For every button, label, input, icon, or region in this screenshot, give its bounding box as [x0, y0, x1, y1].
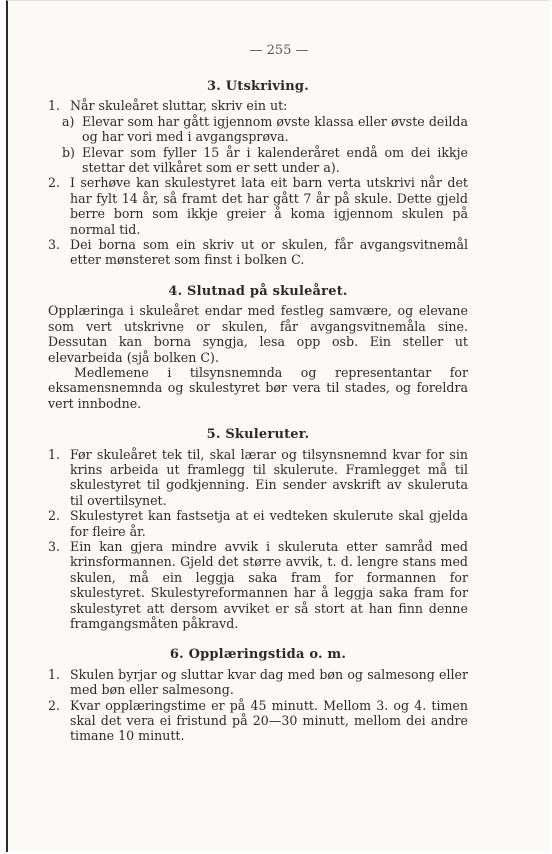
list-item [48, 698, 468, 744]
sub-item-text: Elevar som har gått igjennom øvste klassa eller øvste deilda og har vori med i avgangsprøva. [82, 113, 468, 145]
list-item [48, 447, 468, 509]
item-text: Skulestyret kan fastsetja at ei vedteken skulerute skal gjelda for fleire år. [70, 508, 468, 539]
page-content [48, 79, 468, 760]
item-text: Når skuleåret sluttar, skriv ein ut: [70, 98, 288, 114]
list-item [48, 667, 468, 698]
section-slutnad [48, 284, 468, 411]
item-number: 1. [48, 98, 61, 114]
item-text: Skulen byrjar og sluttar kvar dag med bøn og salmesong eller med bøn eller salmesong. [70, 666, 468, 698]
page-number: — 255 — [249, 43, 309, 58]
item-text: Dei borna som ein skriv ut or skulen, får avgangsvitnemål etter mønsteret som finst i bolken C. [70, 237, 468, 268]
item-number: 3. [48, 237, 61, 253]
item-number: 2. [48, 508, 61, 524]
item-text: Før skuleåret tek til, skal lærar og tilsynsnemnd kvar for sin krins arbeida ut framlegg til skulerute. Framlegget må til skulestyret til godkjenning. Ein sender avskrift av skuleruta til overtilsynet. [70, 446, 468, 508]
item-number: 1. [48, 666, 61, 682]
section-skuleruter [48, 427, 468, 631]
sub-item [48, 145, 468, 176]
list-item [48, 175, 468, 237]
sub-item [48, 114, 468, 145]
document-page [6, 0, 550, 852]
item-text: I serhøve kan skulestyret lata eit barn verta utskrivi når det har fylt 14 år, så framt det har gått 7 år på skule. Dette gjeld berre born som ikkje greier å koma igjennom skulen på normal tid. [70, 175, 468, 237]
item-number: 2. [48, 697, 61, 713]
section-heading: 5. Skuleruter. [206, 427, 310, 443]
item-number: 3. [48, 538, 61, 554]
sub-item-letter: a) [62, 113, 75, 129]
section-utskriving [48, 79, 468, 268]
list-item [48, 98, 468, 113]
sub-item-letter: b) [62, 144, 75, 160]
section-heading: 3. Utskriving. [207, 79, 309, 94]
list-item [48, 237, 468, 268]
list-item [48, 539, 468, 631]
item-text: Ein kan gjera mindre avvik i skuleruta etter samråd med krinsformannen. Gjeld det større avvik, t. d. lengre stans med skulen, må ein leggja saka fram for formannen for skulestyret. Skulestyreformannen har å leggja saka fram for skulestyret att dersom avviket er så stort at han finn denne framgangsmåten påkravd. [70, 538, 468, 631]
sub-item-text: Elevar som fyller 15 år i kalenderåret endå om dei ikkje stettar det vilkåret som er sett under a). [82, 144, 468, 176]
section-opplaeringstida [48, 647, 468, 743]
paragraph: Medlemene i tilsynsnemnda og representantar for eksamensnemnda og skulestyret bør vera til stades, og foreldra vert innbodne. [48, 364, 468, 411]
section-heading: 6. Opplæringstida o. m. [169, 647, 347, 663]
item-number: 2. [48, 175, 61, 191]
item-number: 1. [48, 446, 61, 462]
paragraph: Opplæringa i skuleåret endar med festleg samvære, og elevane som vert utskrivne or skulen, får avgangsvitnemåla sine. Dessutan kan borna syngja, lesa opp osb. Ein steller ut elevarbeida (sjå bolken C). [48, 303, 468, 365]
list-item [48, 508, 468, 539]
item-text: Kvar opplæringstime er på 45 minutt. Mellom 3. og 4. timen skal det vera ei fristund på 20—30 minutt, mellom dei andre timane 10 minutt. [70, 697, 468, 744]
section-heading: 4. Slutnad på skuleåret. [168, 283, 348, 299]
